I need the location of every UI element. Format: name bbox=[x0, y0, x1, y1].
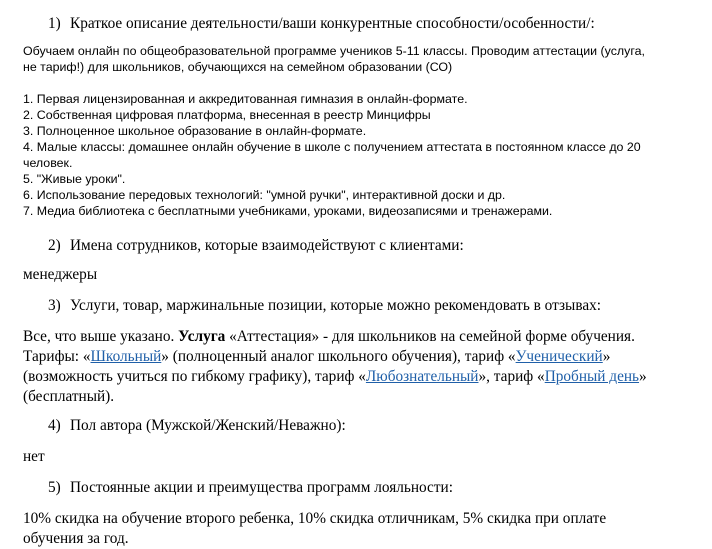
answer-text: Все, что выше указано. bbox=[23, 328, 179, 345]
answer-text: менеджеры bbox=[23, 266, 98, 283]
answer-text: » bbox=[639, 368, 647, 385]
answer-1 bbox=[23, 43, 707, 219]
list-item: 6. Использование передовых технологий: "умной ручки", интерактивной доски и др. bbox=[23, 188, 506, 202]
answer-2 bbox=[23, 265, 703, 285]
answer-5-line: 10% скидка на обучение второго ребенка, 10% скидка отличникам, 5% скидка при оплате bbox=[23, 510, 607, 527]
question-text: Услуги, товар, маржинальные позиции, которые можно рекомендовать в отзывах: bbox=[70, 297, 602, 314]
list-item: 4. Малые классы: домашнее онлайн обучение в школе с получением аттестата в постоянном классе до 20 bbox=[23, 140, 641, 154]
link-tariff-trial-day[interactable]: Пробный день bbox=[544, 368, 640, 385]
answer-text: » bbox=[602, 348, 611, 365]
answer-4 bbox=[23, 447, 703, 467]
question-number: 2) bbox=[48, 237, 61, 254]
link-tariff-curious[interactable]: Любознательный bbox=[365, 368, 479, 385]
question-1 bbox=[48, 14, 595, 34]
link-tariff-school[interactable]: Школьный bbox=[90, 348, 162, 365]
list-item: 3. Полноценное школьное образование в онлайн-формате. bbox=[23, 124, 367, 138]
answer-3-line bbox=[23, 347, 703, 367]
spacer bbox=[23, 75, 707, 91]
answer-text: (возможность учиться по гибкому графику), тариф « bbox=[23, 368, 366, 385]
link-tariff-student[interactable]: Ученический bbox=[515, 348, 603, 365]
service-label: Услуга bbox=[178, 328, 226, 345]
answer-text: нет bbox=[23, 448, 45, 465]
answer-1-intro-line: Обучаем онлайн по общеобразовательной программе учеников 5-11 классы. Проводим аттестации (услуга, bbox=[23, 44, 645, 58]
answer-text: Тарифы: « bbox=[23, 348, 91, 365]
list-item: 2. Собственная цифровая платформа, внесенная в реестр Минцифры bbox=[23, 108, 431, 122]
question-number: 3) bbox=[48, 297, 61, 314]
question-text: Постоянные акции и преимущества программ лояльности: bbox=[70, 479, 453, 496]
answer-text: » (полноценный аналог школьного обучения), тариф « bbox=[161, 348, 516, 365]
question-4 bbox=[48, 416, 346, 436]
question-3 bbox=[48, 296, 601, 316]
question-5 bbox=[48, 478, 453, 498]
question-text: Краткое описание деятельности/ваши конкурентные способности/особенности/: bbox=[70, 15, 595, 32]
answer-text: », тариф « bbox=[478, 368, 545, 385]
question-number: 5) bbox=[48, 479, 61, 496]
answer-3-line: (бесплатный). bbox=[23, 388, 115, 405]
answer-3-line bbox=[23, 327, 703, 347]
answer-5-line: обучения за год. bbox=[23, 530, 129, 547]
answer-3-line bbox=[23, 367, 703, 387]
question-text: Имена сотрудников, которые взаимодействуют с клиентами: bbox=[70, 237, 464, 254]
list-item: 5. "Живые уроки". bbox=[23, 172, 126, 186]
question-number: 1) bbox=[48, 15, 61, 32]
question-number: 4) bbox=[48, 417, 61, 434]
answer-1-intro-line: не тариф!) для школьников, обучающихся на семейном образовании (СО) bbox=[23, 60, 453, 74]
question-text: Пол автора (Мужской/Женский/Неважно): bbox=[70, 417, 346, 434]
answer-text: «Аттестация» - для школьников на семейной форме обучения. bbox=[225, 328, 635, 345]
list-item: 1. Первая лицензированная и аккредитованная гимназия в онлайн-формате. bbox=[23, 92, 468, 106]
answer-5 bbox=[23, 509, 703, 549]
answer-3 bbox=[23, 327, 703, 407]
list-item: человек. bbox=[23, 156, 73, 170]
list-item: 7. Медиа библиотека с бесплатными учебниками, уроками, видеозаписями и тренажерами. bbox=[23, 204, 553, 218]
question-2 bbox=[48, 236, 464, 256]
